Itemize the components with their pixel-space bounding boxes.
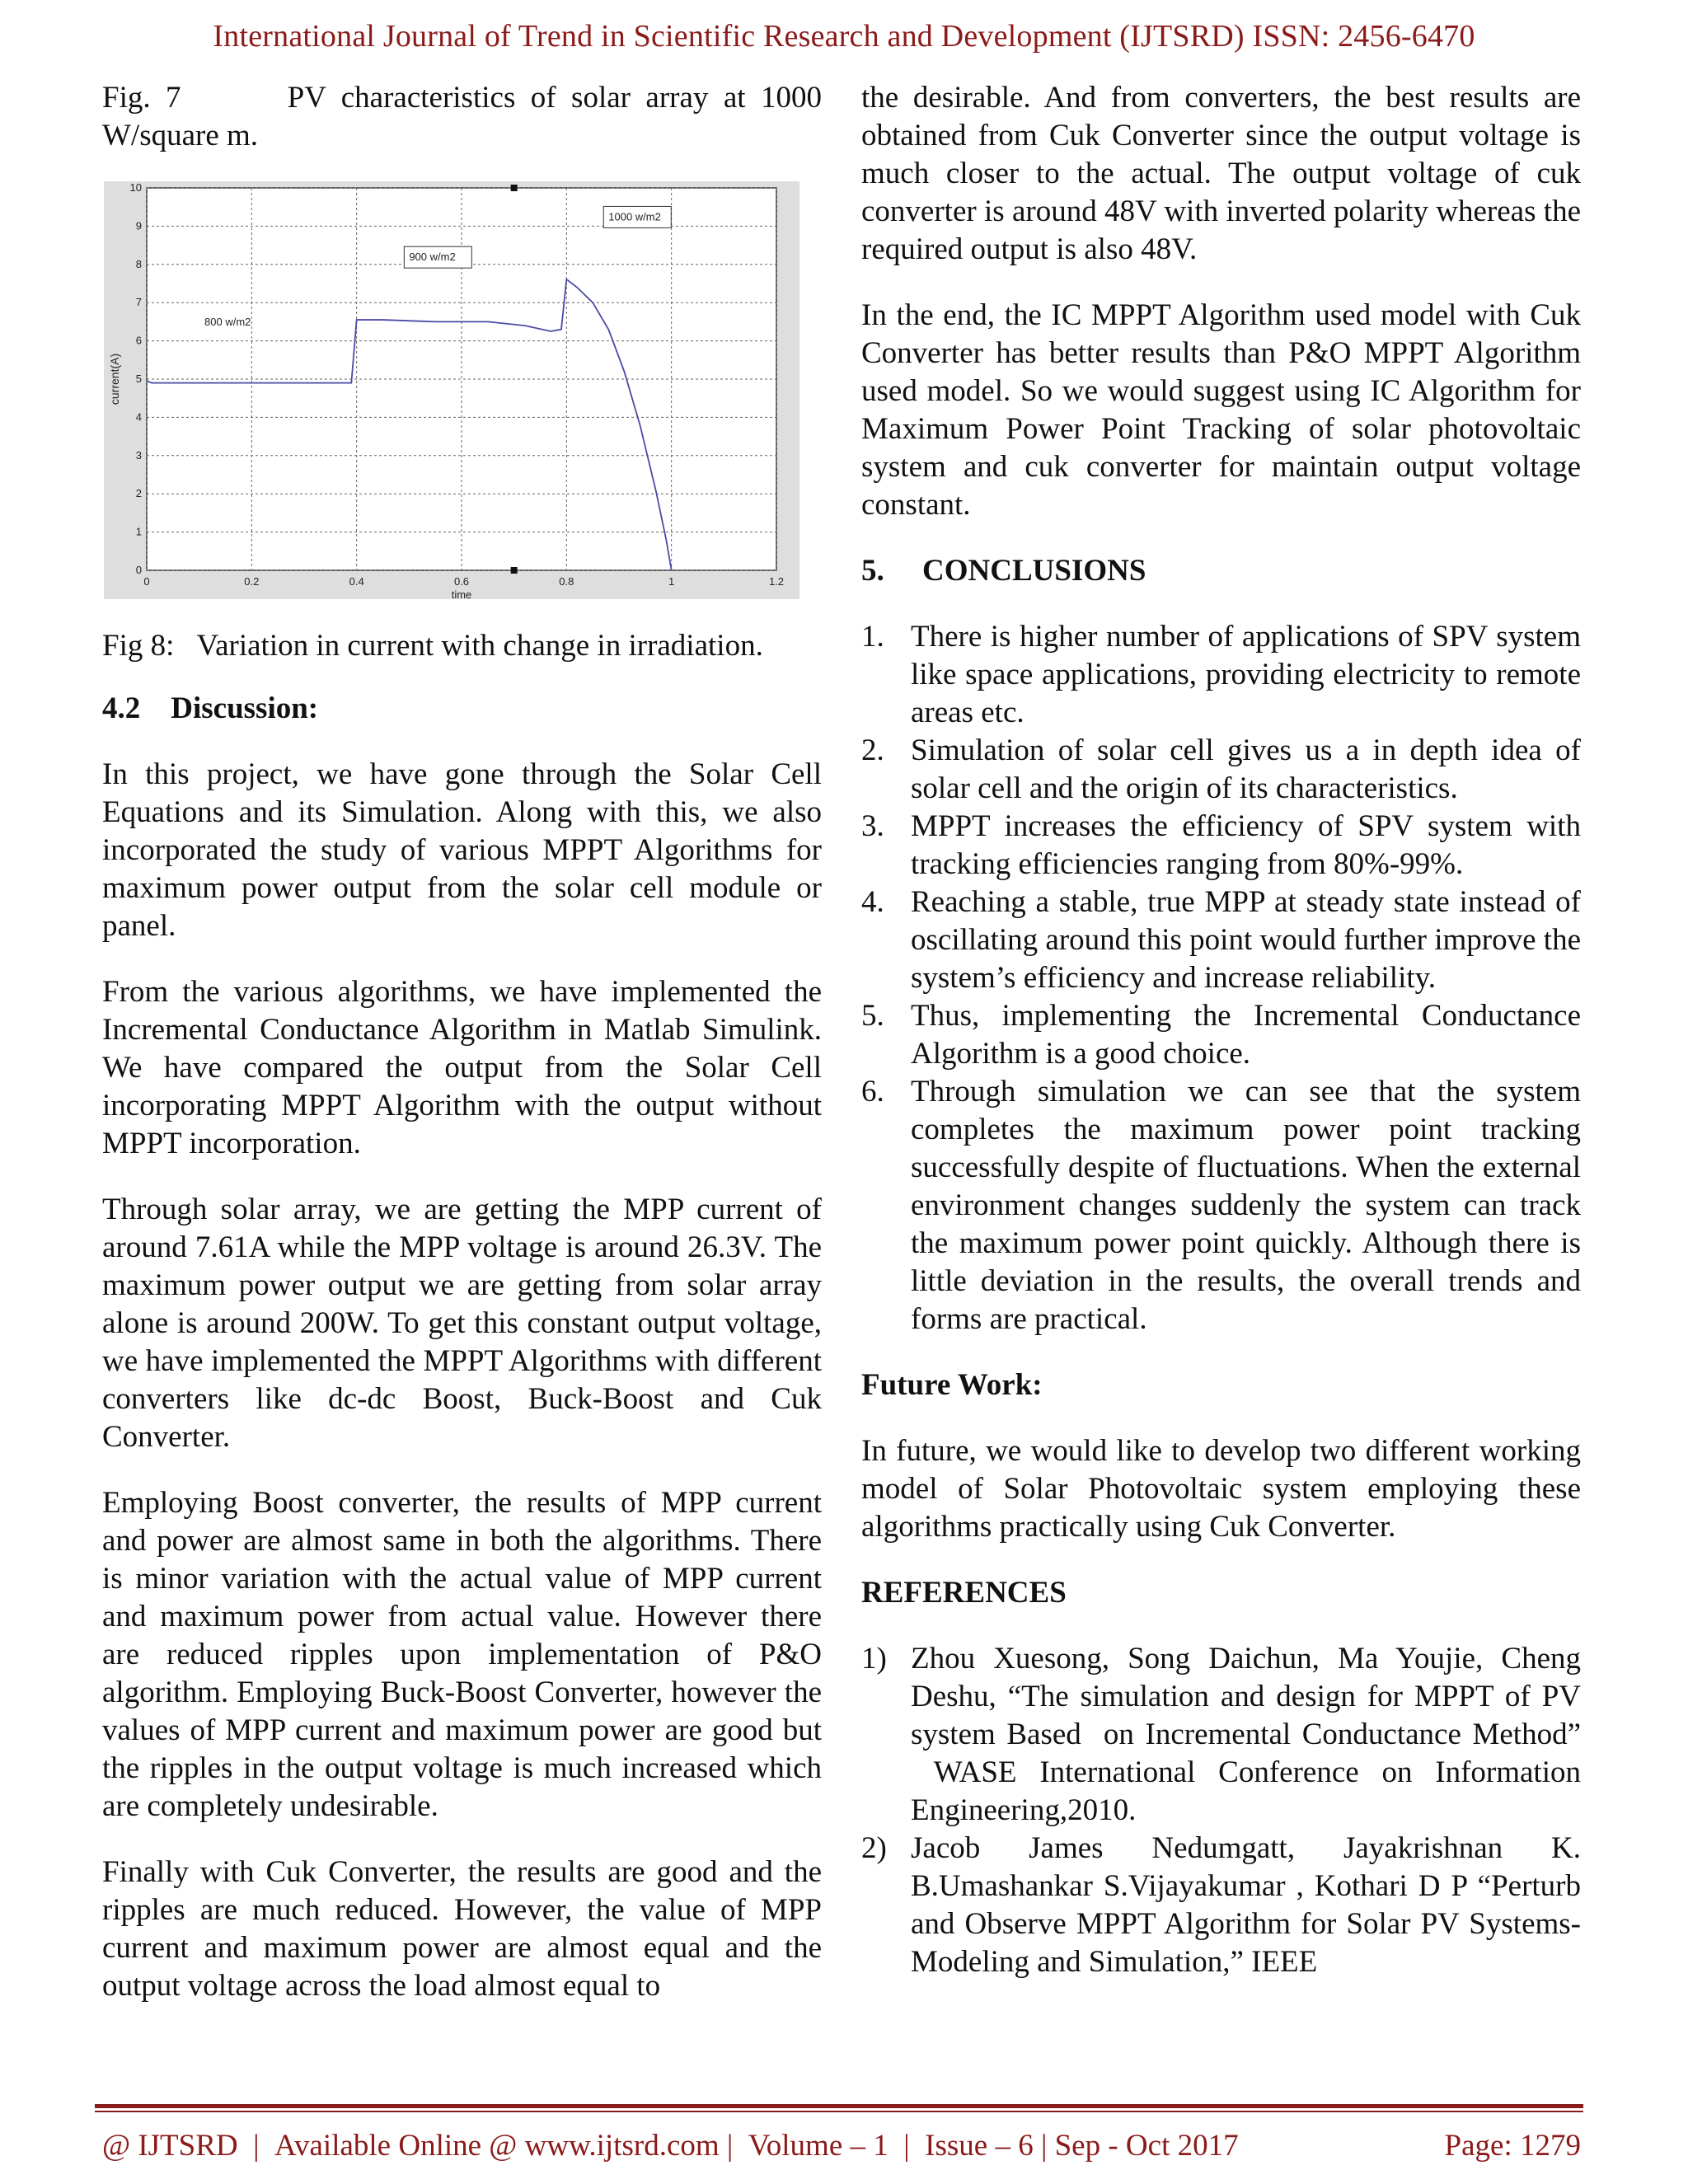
annotation-label: 900 w/m2: [409, 251, 456, 264]
fig8-caption: Fig 8: Variation in current with change in irradiation.: [102, 629, 763, 663]
page-number: Page: 1279: [1444, 2129, 1581, 2163]
y-tick-label: 2: [135, 487, 142, 500]
list-item: 4. Reaching a stable, true MPP at steady state instead of oscillating around this point would further improve the system’s efficiency and increase reliability.: [861, 885, 1581, 995]
future-work-heading: Future Work:: [861, 1368, 1043, 1402]
y-tick-label: 0: [135, 564, 142, 576]
paragraph: From the various algorithms, we have implemented the Incremental Conductance Algorithm in Matlab Simulink. We have compared the output from the Solar Cell incorporating MPPT Algorithm with the output without MPPT incorporation.: [102, 975, 822, 1160]
y-tick-label: 9: [135, 219, 142, 232]
x-tick-label: 1.2: [768, 575, 785, 588]
list-item: 6. Through simulation we can see that the system completes the maximum power point tracking successfully despite of fluctuations. When the external environment changes suddenly the system can track the maximum power point quickly. Although there is little deviation in the results, the overall trends and forms are practical.: [861, 1075, 1581, 1336]
paragraph: Finally with Cuk Converter, the results are good and the ripples are much reduced. However, the value of MPP current and maximum power are almost equal and the output voltage across the load almost equal to: [102, 1855, 822, 2003]
list-item: 1. There is higher number of applications of SPV system like space applications, providing electricity to remote areas etc.: [861, 620, 1581, 729]
paragraph: Through solar array, we are getting the MPP current of around 7.61A while the MPP voltage is around 26.3V. The maximum power output we are getting from solar array alone is around 200W. To get this constant output voltage, we have implemented the MPPT Algorithms with different converters like dc-dc Boost, Buck-Boost and Cuk Converter.: [102, 1193, 822, 1454]
discussion-heading: 4.2 Discussion:: [102, 691, 319, 725]
y-tick-label: 3: [135, 448, 142, 462]
y-tick-label: 6: [135, 334, 142, 347]
fig8-chart: [104, 181, 799, 599]
references-list: [861, 1640, 1581, 1981]
y-tick-label: 4: [135, 410, 142, 424]
plot-handle-bottom: [511, 567, 518, 574]
conclusions-list: [861, 618, 1581, 1338]
list-item: 2. Simulation of solar cell gives us a in depth idea of solar cell and the origin of its characteristics.: [861, 733, 1581, 805]
footer-rule-thin: [95, 2111, 1583, 2112]
x-tick-label: 0: [143, 575, 150, 588]
footer-info: @ IJTSRD | Available Online @ www.ijtsrd.com | Volume – 1 | Issue – 6 | Sep - Oct 2017: [102, 2129, 1239, 2163]
references-heading: REFERENCES: [861, 1576, 1067, 1610]
y-tick-label: 1: [135, 525, 142, 538]
paragraph: the desirable. And from converters, the best results are obtained from Cuk Converter since the output voltage is much closer to the actual. The output voltage of cuk converter is around 48V with inverted polarity whereas the required output is also 48V.: [861, 81, 1581, 266]
reference-item: 2) Jacob James Nedumgatt, Jayakrishnan K. B.Umashankar S.Vijayakumar , Kothari D P “Perturb and Observe MPPT Algorithm for Solar PV Systems-Modeling and Simulation,” IEEE: [861, 1831, 1581, 1979]
annotation-label: 800 w/m2: [204, 316, 251, 329]
x-tick-label: 0.2: [244, 575, 260, 588]
x-tick-label: 0.6: [453, 575, 470, 588]
journal-header: International Journal of Trend in Scientific Research and Development (IJTSRD) ISSN: 2456-6470: [213, 19, 1475, 54]
paragraph: In the end, the IC MPPT Algorithm used model with Cuk Converter has better results than P&O MPPT Algorithm used model. So we would suggest using IC Algorithm for Maximum Power Point Tracking of solar photovoltaic system and cuk converter for maintain output voltage constant.: [861, 298, 1581, 522]
y-tick-label: 5: [135, 373, 142, 385]
fig7-caption: Fig. 7 PV characteristics of solar array at 1000 W/square m.: [102, 81, 822, 152]
list-item: 3. MPPT increases the efficiency of SPV system with tracking efficiencies ranging from 80%-99%.: [861, 809, 1581, 881]
x-tick-label: 0.4: [349, 575, 364, 588]
paragraph: In this project, we have gone through the Solar Cell Equations and its Simulation. Along with this, we also incorporated the study of various MPPT Algorithms for maximum power output from the solar cell module or panel.: [102, 757, 822, 943]
x-tick-label: 0.8: [559, 575, 574, 588]
y-axis-label: current(A): [108, 353, 121, 405]
list-item: 5. Thus, implementing the Incremental Conductance Algorithm is a good choice.: [861, 999, 1581, 1071]
x-axis-label: time: [451, 588, 472, 599]
annotation-label: 1000 w/m2: [608, 210, 661, 223]
y-tick-label: 10: [129, 181, 142, 194]
footer-rule: [95, 2104, 1583, 2108]
right-column: [861, 79, 1581, 2009]
current-vs-time-plot: [104, 181, 799, 599]
left-column: [102, 79, 822, 2033]
paragraph: Employing Boost converter, the results of MPP current and power are almost same in both the algorithms. There is minor variation with the actual value of MPP current and maximum power from actual value. However there are reduced ripples upon implementation of P&O algorithm. Employing Buck-Boost Converter, however the values of MPP current and maximum power are good but the ripples in the output voltage is much increased which are completely undesirable.: [102, 1486, 822, 1823]
y-tick-label: 8: [135, 257, 142, 270]
x-tick-label: 1: [668, 575, 675, 588]
reference-item: 1) Zhou Xuesong, Song Daichun, Ma Youjie, Cheng Deshu, “The simulation and design for MPPT of PV system Based on Incremental Conductance Method” WASE International Conference on Information Engineering,2010.: [861, 1642, 1581, 1827]
plot-handle-top: [511, 185, 518, 191]
page-footer: [102, 2128, 1581, 2163]
conclusions-heading: 5. CONCLUSIONS: [861, 554, 1146, 588]
future-work-text: In future, we would like to develop two different working model of Solar Photovoltaic system employing these algorithms practically using Cuk Converter.: [861, 1434, 1581, 1544]
y-tick-label: 7: [135, 296, 142, 309]
